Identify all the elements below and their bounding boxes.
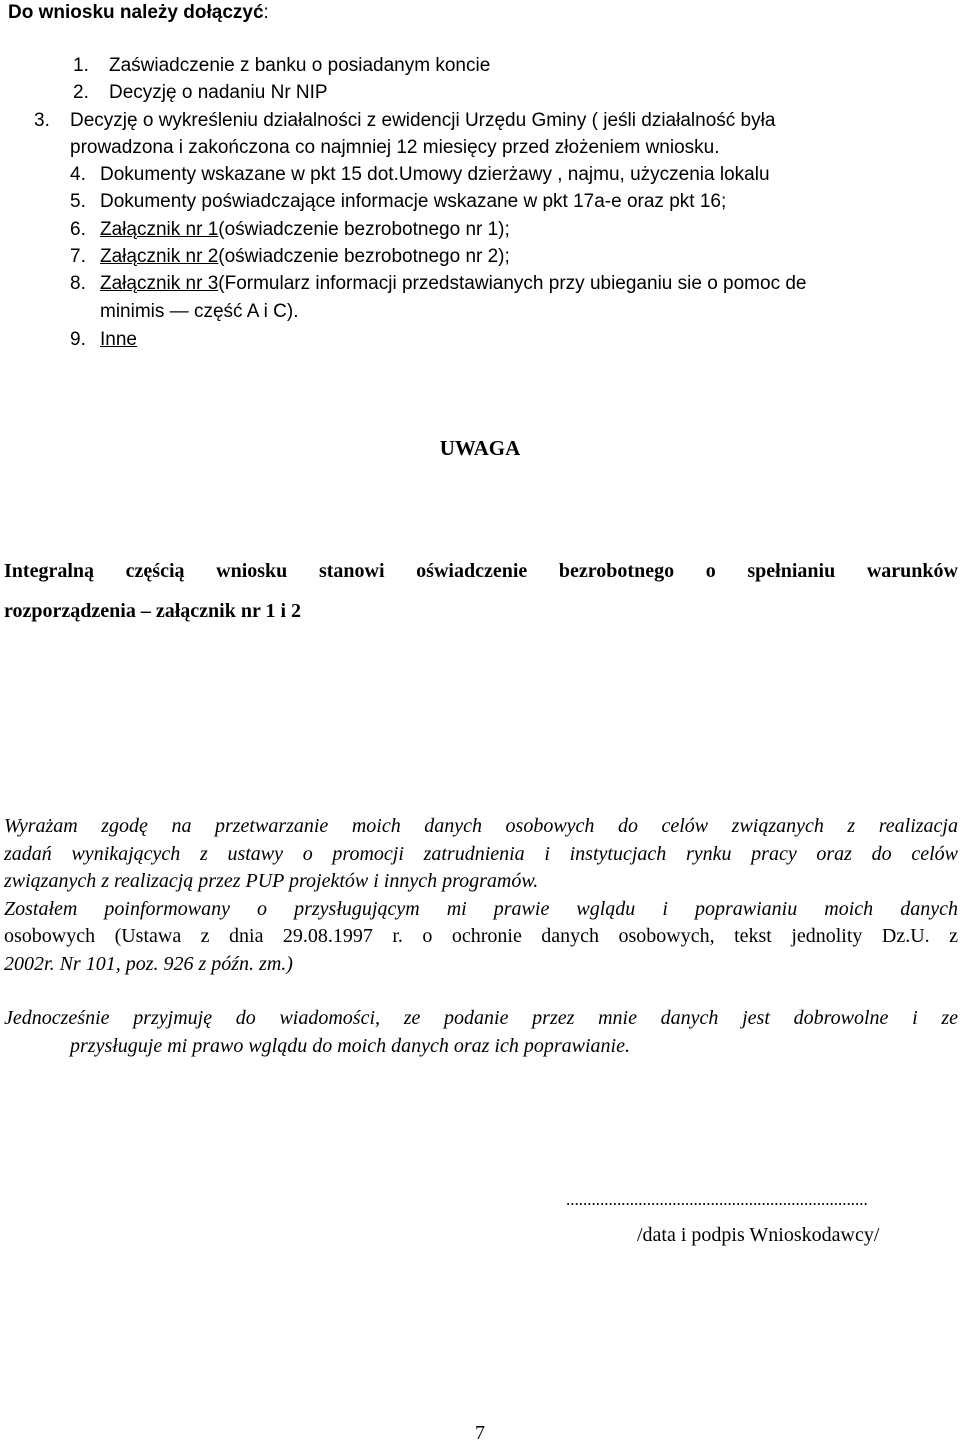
consent-line-1: Wyrażam zgodę na przetwarzanie moich danych osobowych do celów związanych z realizacja [4, 815, 958, 837]
voluntary-paragraph [4, 1004, 958, 1064]
list-item-1 [73, 52, 490, 79]
list-text: Decyzję o nadaniu Nr NIP [109, 82, 328, 103]
voluntary-line-1: Jednocześnie przyjmuję do wiadomości, ze podanie przez mnie danych jest dobrowolne i ze [4, 1007, 958, 1029]
list-item-9 [70, 326, 137, 353]
list-item-2 [73, 79, 328, 106]
list-number: 2. [73, 82, 89, 103]
signature-label: /data i podpis Wnioskodawcy/ [637, 1224, 880, 1246]
list-text: Umowy dzierżawy , najmu, użyczenia lokalu [398, 164, 770, 185]
list-number: 5. [70, 191, 86, 212]
integral-line-2: rozporządzenia – załącznik nr 1 i 2 [4, 600, 302, 622]
list-item-4 [70, 161, 770, 188]
consent-line-5: osobowych (Ustawa z dnia 29.08.1997 r. o ochronie danych osobowych, tekst jednolity Dz.U. z [4, 925, 958, 947]
consent-paragraph [4, 812, 958, 992]
list-number: 3. [34, 110, 50, 131]
consent-line-4: Zostałem poinformowany o przysługującym mi prawie wglądu i poprawianiu moich danych [4, 898, 958, 920]
consent-line-6: 2002r. Nr 101, poz. 926 z późn. zm.) [4, 953, 293, 975]
list-item-7 [70, 243, 510, 270]
consent-line-2: zadań wynikających z ustawy o promocji zatrudnienia i instytucjach rynku pracy oraz do celów [4, 843, 958, 865]
notice-heading: UWAGA [439, 436, 521, 460]
list-number: 4. [70, 164, 86, 185]
list-text: (oświadczenie bezrobotnego nr 2); [218, 246, 510, 267]
signature-line: ....................................................................... [566, 1190, 868, 1209]
attachment-link[interactable]: Załącznik nr 2 [100, 246, 219, 267]
attachments-heading [8, 2, 269, 24]
list-item-3 [34, 107, 957, 134]
list-text: Dokumenty wskazane w pkt 15 dot. [100, 164, 399, 185]
list-number: 6. [70, 219, 86, 240]
integral-line-1: Integralną częścią wniosku stanowi oświadczenie bezrobotnego o spełnianiu warunków [4, 560, 958, 582]
list-number: 7. [70, 246, 86, 267]
integral-notice [4, 560, 958, 640]
list-text: Zaświadczenie z banku o posiadanym koncie [109, 55, 491, 76]
list-item-3-cont [70, 134, 720, 161]
list-item-6 [70, 216, 510, 243]
list-number: 1. [73, 55, 89, 76]
attachment-link[interactable]: Załącznik nr 3 [100, 273, 219, 294]
attachment-link[interactable]: Załącznik nr 1 [100, 219, 219, 240]
voluntary-line-2: przysługuje mi prawo wglądu do moich danych oraz ich poprawianie. [70, 1035, 630, 1057]
attachment-link[interactable]: Inne [100, 329, 137, 350]
consent-line-3: związanych z realizacją przez PUP projektów i innych programów. [4, 870, 539, 892]
list-text: (Formularz informacji przedstawianych przy ubieganiu sie o pomoc de [218, 273, 807, 294]
list-number: 9. [70, 329, 86, 350]
list-text: (oświadczenie bezrobotnego nr 1); [218, 219, 510, 240]
heading-colon: : [263, 2, 269, 23]
list-text: Decyzję o wykreśleniu działalności z ewidencji Urzędu Gminy ( jeśli działalność była [70, 110, 776, 131]
list-item-8 [70, 270, 957, 297]
list-item-8-cont [100, 298, 298, 325]
list-text: Dokumenty poświadczające informacje wskazane w pkt 17a-e oraz pkt 16; [100, 191, 727, 212]
page-number: 7 [475, 1422, 485, 1444]
list-text: prowadzona i zakończona co najmniej 12 miesięcy przed złożeniem wniosku. [70, 137, 720, 158]
list-item-5 [70, 188, 726, 215]
list-text: minimis — część A i C). [100, 301, 299, 322]
attachments-list [34, 52, 957, 352]
list-number: 8. [70, 273, 86, 294]
heading-text: Do wniosku należy dołączyć [8, 2, 264, 23]
